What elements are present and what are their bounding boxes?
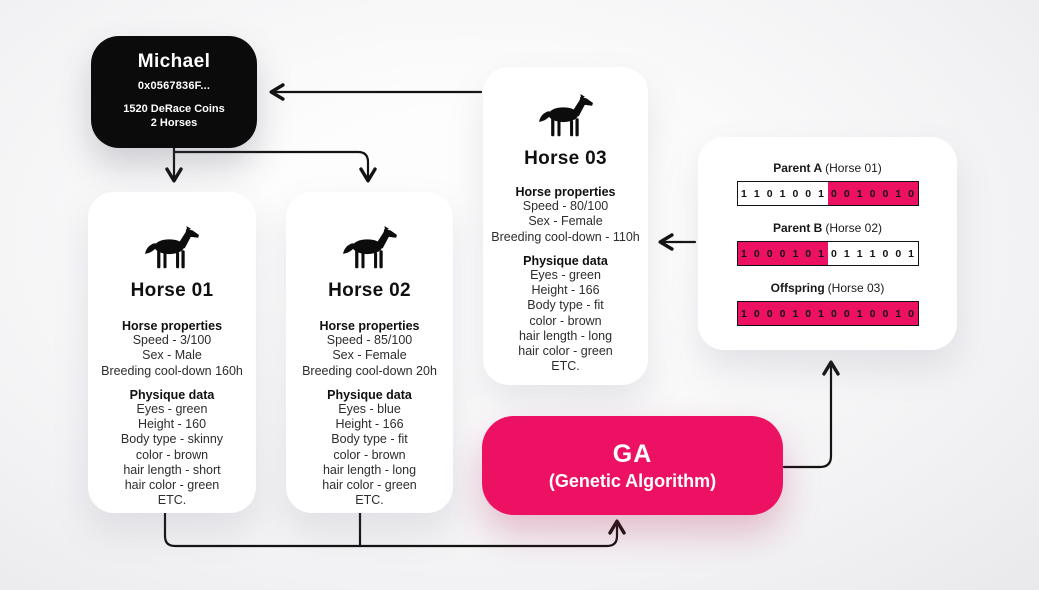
horse-card-title: Horse 03 <box>524 148 607 169</box>
physique-list <box>121 402 223 509</box>
physique-property: Body type - fit <box>331 432 408 447</box>
gene-bit: 1 <box>738 182 751 205</box>
horse-icon <box>537 94 595 139</box>
horse-property: Breeding cool-down 160h <box>101 363 243 378</box>
owner-horse-count: 2 Horses <box>150 117 198 129</box>
arrow-owner-to-horse2 <box>174 152 368 180</box>
gene-row-horse-ref: (Horse 02) <box>825 221 883 235</box>
gene-bit: 0 <box>802 302 815 325</box>
physique-list <box>518 268 613 375</box>
gene-bit: 0 <box>750 302 763 325</box>
physique-property: ETC. <box>551 359 580 374</box>
physique-property: color - brown <box>333 447 406 462</box>
physique-property: Body type - skinny <box>120 432 224 447</box>
physique-list <box>322 402 417 509</box>
gene-bit: 0 <box>840 182 853 205</box>
gene-bit: 0 <box>866 302 879 325</box>
gene-row-horse-ref: (Horse 03) <box>827 281 885 295</box>
horse-property: Speed - 3/100 <box>132 333 212 347</box>
physique-property: hair length - short <box>123 462 221 477</box>
gene-bit: 0 <box>828 302 841 325</box>
gene-bit: 0 <box>750 242 763 265</box>
gene-bit: 1 <box>815 242 828 265</box>
horse-icon <box>143 226 201 271</box>
gene-bit: 1 <box>853 302 866 325</box>
arrow-ga-to-panel <box>784 363 831 467</box>
gene-bit: 0 <box>828 182 841 205</box>
gene-bit-strip <box>737 301 919 326</box>
gene-bit: 0 <box>905 302 918 325</box>
gene-bit-strip <box>737 181 919 206</box>
gene-bit: 1 <box>815 182 828 205</box>
physique-property: hair length - long <box>518 328 613 343</box>
owner-name: Michael <box>137 51 211 72</box>
horse-card-03 <box>483 67 648 385</box>
ga-subtitle: (Genetic Algorithm) <box>548 470 717 491</box>
horse-properties-heading: Horse properties <box>319 319 420 333</box>
gene-bit: 0 <box>776 242 789 265</box>
gene-row-label <box>773 221 882 235</box>
horse-icon <box>341 226 399 271</box>
gene-bit: 1 <box>892 182 905 205</box>
horse-card-01 <box>88 192 256 513</box>
gene-bit: 1 <box>905 242 918 265</box>
physique-property: Body type - fit <box>527 298 604 313</box>
gene-bit: 0 <box>776 302 789 325</box>
physique-property: Eyes - green <box>136 401 208 416</box>
gene-bit: 0 <box>802 242 815 265</box>
horse-card-title: Horse 02 <box>328 280 411 301</box>
gene-row-parent-b <box>737 221 919 266</box>
gene-bit: 1 <box>853 182 866 205</box>
horse-properties-heading: Horse properties <box>515 185 616 199</box>
gene-bit: 1 <box>853 242 866 265</box>
horse-property: Sex - Female <box>528 214 603 229</box>
horse-properties-list <box>491 199 639 245</box>
gene-row-name: Offspring <box>770 281 825 295</box>
gene-bit: 0 <box>879 242 892 265</box>
horse-card-title: Horse 01 <box>130 280 214 301</box>
horse-property: Speed - 85/100 <box>326 333 413 347</box>
gene-row-horse-ref: (Horse 01) <box>825 161 882 175</box>
horse-properties-heading: Horse properties <box>121 319 223 333</box>
gene-row-label <box>771 281 885 295</box>
gene-bit: 1 <box>750 182 763 205</box>
physique-property: ETC. <box>157 493 187 508</box>
gene-bit: 0 <box>789 182 802 205</box>
physique-property: hair color - green <box>322 478 417 492</box>
physique-heading: Physique data <box>327 387 412 402</box>
gene-bit: 1 <box>789 302 802 325</box>
horse-property: Breeding cool-down 20h <box>302 363 437 378</box>
gene-bit: 1 <box>866 242 879 265</box>
physique-property: Eyes - green <box>530 267 601 282</box>
physique-property: hair color - green <box>518 344 613 358</box>
owner-coin-balance: 1520 DeRace Coins <box>123 103 225 115</box>
horse-card-02 <box>286 192 453 513</box>
gene-row-parent-a <box>737 161 919 206</box>
physique-heading: Physique data <box>129 387 215 402</box>
physique-property: Height - 166 <box>531 283 600 297</box>
genetic-algorithm-box <box>482 416 783 515</box>
gene-row-offspring <box>737 281 919 326</box>
physique-property: Eyes - blue <box>338 401 401 416</box>
owner-card <box>91 36 257 148</box>
gene-bit: 0 <box>840 302 853 325</box>
gene-bit: 0 <box>763 242 776 265</box>
gene-bit-strip <box>737 241 919 266</box>
horse-properties-list <box>302 333 437 379</box>
physique-heading: Physique data <box>523 253 608 268</box>
arrow-horses-to-ga <box>165 513 617 546</box>
physique-property: Height - 166 <box>335 417 404 431</box>
gene-bit: 0 <box>892 242 905 265</box>
horse-property: Sex - Female <box>332 348 407 363</box>
genome-panel <box>698 137 957 350</box>
physique-property: hair color - green <box>124 478 220 492</box>
gene-bit: 0 <box>763 182 776 205</box>
horse-property: Speed - 80/100 <box>522 199 609 213</box>
gene-bit: 1 <box>789 242 802 265</box>
gene-bit: 1 <box>738 242 751 265</box>
owner-wallet-address: 0x0567836F... <box>137 80 211 92</box>
gene-row-name: Parent B <box>772 221 823 235</box>
physique-property: Height - 160 <box>137 417 207 431</box>
ga-title: GA <box>612 439 653 468</box>
gene-bit: 0 <box>763 302 776 325</box>
gene-bit: 0 <box>879 302 892 325</box>
gene-row-name: Parent A <box>773 161 823 175</box>
gene-bit: 0 <box>879 182 892 205</box>
gene-bit: 0 <box>866 182 879 205</box>
gene-bit: 0 <box>802 182 815 205</box>
physique-property: hair length - long <box>322 462 417 477</box>
gene-bit: 1 <box>776 182 789 205</box>
gene-bit: 0 <box>828 242 841 265</box>
physique-property: color - brown <box>135 447 209 462</box>
gene-bit: 1 <box>892 302 905 325</box>
physique-property: color - brown <box>529 313 602 328</box>
horse-properties-list <box>101 333 243 379</box>
gene-bit: 1 <box>815 302 828 325</box>
gene-bit: 1 <box>738 302 751 325</box>
physique-property: ETC. <box>355 493 384 508</box>
gene-row-label <box>773 161 882 175</box>
gene-bit: 1 <box>840 242 853 265</box>
gene-bit: 0 <box>905 182 918 205</box>
horse-property: Breeding cool-down - 110h <box>491 229 640 244</box>
horse-property: Sex - Male <box>142 348 202 363</box>
